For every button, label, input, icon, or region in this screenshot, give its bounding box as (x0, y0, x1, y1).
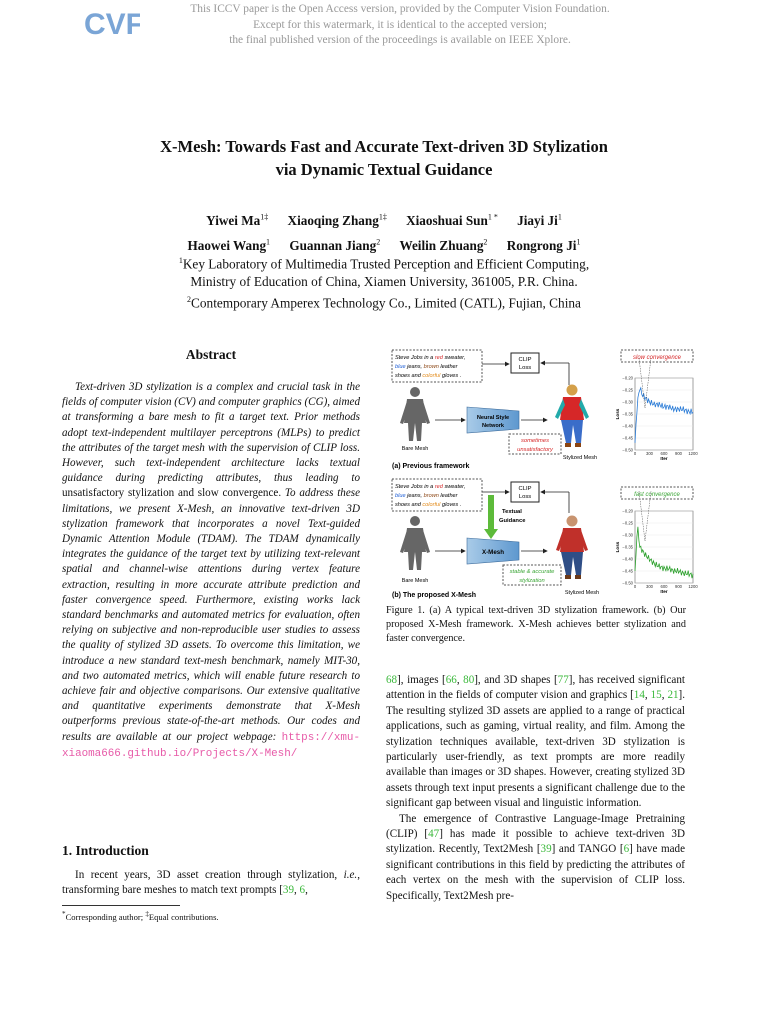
prompt-text-b: Steve Jobs in a red sweater, blue jeans, brown leather shoes and colorful gloves . (395, 484, 466, 508)
x-tick-label: 900 (675, 584, 682, 589)
clip-label: CLIP (518, 486, 532, 492)
citation[interactable]: 15 (650, 689, 662, 702)
figure-1-graphic (385, 345, 703, 600)
panel-a-label: (a) Previous framework (392, 463, 470, 470)
y-axis-label: Loss (615, 541, 620, 553)
x-tick-label: 1200 (688, 584, 698, 589)
bare-mesh-label: Bare Mesh (401, 446, 429, 452)
loss-label: Loss (518, 494, 532, 500)
y-tick-label: −0.40 (622, 423, 633, 429)
figure-caption: Figure 1. (a) A typical text-driven 3D stylization framework. (b) Our proposed X-Mesh framework. X-Mesh achieves better stylization and faster convergence. (386, 605, 686, 645)
stylized-mesh-label: Stylized Mesh (562, 455, 598, 461)
author: Guannan Jiang$^2$ (289, 237, 381, 253)
x-tick-label: 900 (675, 451, 682, 456)
bare-mesh-figure-b (400, 516, 430, 570)
slow-convergence-label: slow convergence (632, 355, 682, 361)
author: Xiaoshuai Sun$^{1 *}$ (406, 213, 498, 229)
section-heading-introduction: 1. Introduction (62, 843, 149, 858)
citation[interactable]: 68 (386, 674, 398, 686)
y-tick-label: −0.45 (622, 568, 633, 574)
bare-mesh-label: Bare Mesh (401, 578, 429, 584)
y-tick-label: −0.30 (622, 399, 633, 405)
x-tick-label: 0 (633, 584, 637, 589)
author: Jiayi Ji$^1$ (517, 213, 562, 229)
y-tick-label: −0.20 (622, 375, 633, 381)
guidance-label: Guidance (499, 518, 526, 524)
citation[interactable]: 66 (445, 674, 457, 686)
author: Xiaoqing Zhang$^{1\ddagger}$ (287, 213, 387, 229)
y-tick-label: −0.40 (622, 556, 633, 562)
citation[interactable]: 39 (282, 884, 294, 897)
right-column-text (386, 673, 685, 904)
paper-title (64, 135, 704, 181)
x-tick-label: 300 (646, 584, 653, 589)
unsatisfactory-label: unsatisfactory (517, 447, 553, 453)
author-list (64, 207, 704, 256)
project-link[interactable]: https://xmu-xiaoma666.github.io/Projects/X-Mesh/ (62, 731, 360, 760)
citation[interactable]: 14 (633, 689, 645, 702)
citation[interactable]: 80 (463, 674, 475, 686)
x-tick-label: 300 (646, 451, 653, 456)
abstract-body: Text-driven 3D stylization is a complex and crucial task in the fields of computer vision (CV) and computer graphics (CG), aimed at transforming a bare mesh to fit a target text. Prior methods adopt text-independent multilayer perceptrons (MLPs) to predict the attributes of the target mesh with the supervision of CLIP loss. However, such text-independent architecture lacks textual guidance during predicting attributes, thus leading to unsatisfactory stylization and slow convergence. To address these limitations, we present X-Mesh, an innovative text-driven 3D stylization framework that incorporates a novel Text-guided Dynamic Attention Module (TDAM). The TDAM dynamically integrates the guidance of the target text by utilizing text-relevant spatial and channel-wise attentions during vertex feature extraction, resulting in more accurate attribute prediction and faster convergence speed. Furthermore, existing works lack standard benchmarks and automated metrics for evaluation, often relying on subjective and non-reproducible user studies to assess the quality of stylized 3D assets. To overcome this limitation, we introduce a new standard text-mesh benchmark, namely MIT-30, and two automated metrics, which will enable future research to achieve fair and objective comparisons. Our extensive qualitative and quantitative experiments demonstrate that X-Mesh outperforms previous state-of-the-art methods. Our codes and results are available at our project webpage: https://xmu-xiaoma666.github.io/Projects/X-Mesh/ (62, 381, 360, 760)
clip-label: CLIP (518, 357, 532, 363)
prompt-text-a: Steve Jobs in a red sweater, blue jeans, brown leather shoes and colorful gloves . (395, 355, 466, 379)
x-axis-label: Iter (660, 589, 668, 594)
y-tick-label: −0.20 (622, 508, 633, 514)
x-tick-label: 0 (633, 451, 637, 456)
x-tick-label: 600 (660, 451, 668, 456)
author: Haowei Wang$^1$ (187, 237, 271, 253)
author: Yiwei $Ma^{1\ddagger}$ (206, 213, 269, 229)
citation[interactable]: 6 (299, 884, 306, 897)
citation[interactable]: 77 (557, 674, 569, 686)
y-tick-label: −0.45 (622, 435, 633, 441)
affiliation-line: $^2$Contemporary Amperex Technology Co., Limited (CATL), Fujian, China (187, 295, 581, 311)
affiliations (64, 252, 704, 313)
y-tick-label: −0.25 (622, 520, 633, 526)
y-tick-label: −0.35 (622, 411, 633, 417)
y-tick-label: −0.50 (622, 447, 633, 453)
citation[interactable]: 21 (667, 689, 679, 702)
textual-label: Textual (502, 509, 522, 515)
citation[interactable]: 6 (623, 843, 630, 856)
abstract-heading: Abstract (185, 347, 237, 362)
footnote-rule (62, 905, 180, 906)
watermark-line: the final published version of the proceedings is available on IEEE Xplore. (229, 34, 571, 46)
x-axis-label: Iter (660, 456, 668, 461)
network-label: Network (481, 423, 505, 429)
title-line: X-Mesh: Towards Fast and Accurate Text-driven 3D Stylization (160, 137, 608, 156)
xmesh-label: X-Mesh (481, 549, 505, 556)
stable-label: stable & accurate (509, 569, 555, 575)
x-tick-label: 600 (660, 584, 668, 589)
bare-mesh-figure-a (400, 387, 430, 441)
neural-style-label: Neural Style (476, 415, 510, 421)
y-tick-label: −0.25 (622, 387, 633, 393)
x-tick-label: 1200 (688, 451, 698, 456)
loss-label: Loss (518, 365, 532, 371)
watermark-line: This ICCV paper is the Open Access version, provided by the Computer Vision Foundation. (190, 3, 610, 15)
stylized-mesh-label: Stylized Mesh (564, 590, 600, 596)
citation[interactable]: 39 (540, 843, 552, 856)
watermark-notice (180, 2, 620, 49)
fast-convergence-label: fast convergence (634, 492, 680, 498)
sometimes-label: sometimes (520, 438, 550, 444)
paragraph: 68], images [66, 80], and 3D shapes [77], has received significant attention in the fields of computer vision and graphics [14, 15, 21]. The resulting stylized 3D assets are applied to a range of practical applications, such as gaming, virtual reality, and film. Among the stylization techniques available, text-driven 3D stylization is particularly user-friendly, as text prompts are more readily available than images or 3D shapes. However, creating stylized 3D assets through text input presents a significant challenge due to the significant gap between visual and linguistic information. (386, 674, 686, 810)
cvf-logo-text: CVF (84, 8, 140, 40)
loss-chart-b (615, 491, 698, 594)
author: Weilin Zhuang$^2$ (399, 237, 488, 253)
watermark-line: Except for this watermark, it is identical to the accepted version; (253, 18, 547, 31)
y-tick-label: −0.35 (622, 544, 633, 550)
paragraph: The emergence of Contrastive Language-Image Pretraining (CLIP) [47] has made it possible to achieve text-driven 3D stylization. Recently, Text2Mesh [39] and TANGO [6] have made significant contributions in this field by predicting the attributes of each vertex on the mesh with the supervision of CLIP loss. Specifically, Text2Mesh pre- (386, 812, 685, 902)
affiliation-line: Ministry of Education of China, Xiamen University, 361005, P.R. China. (190, 274, 578, 290)
loss-chart-a (615, 358, 698, 461)
stylization-label: stylization (519, 578, 545, 584)
footnote: *Corresponding author; ‡Equal contributions. (62, 910, 219, 922)
intro-paragraph: In recent years, 3D asset creation through stylization, i.e., transforming bare meshes to match text prompts [39, 6, (62, 869, 360, 897)
cvf-logo (84, 6, 140, 45)
y-tick-label: −0.50 (622, 580, 633, 586)
textual-guidance-arrow (484, 495, 498, 539)
figure-1 (385, 345, 703, 600)
affiliation-line: $^1$Key Laboratory of Multimedia Trusted Perception and Efficient Computing, (178, 256, 590, 272)
y-tick-label: −0.30 (622, 532, 633, 538)
panel-b-label: (b) The proposed X-Mesh (392, 592, 476, 599)
y-axis-label: Loss (615, 408, 620, 420)
citation[interactable]: 47 (428, 828, 440, 841)
title-line: via Dynamic Textual Guidance (275, 160, 493, 179)
author: Rongrong Ji$^1$ (506, 237, 581, 253)
